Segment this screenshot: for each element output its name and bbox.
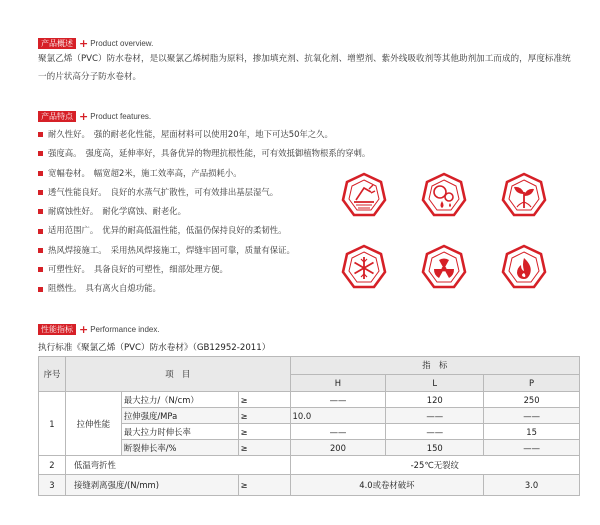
header-no: 序号 (39, 357, 66, 392)
row-item: 接缝剥离强度/(N/mm) (65, 475, 238, 496)
header-grade-p: P (484, 374, 580, 392)
header-index: 指 标 (290, 357, 579, 375)
cell-h: 10.0 (290, 408, 386, 424)
features-section-title (38, 111, 151, 122)
radiation-resistance-icon (420, 244, 468, 292)
row-item: 最大拉力时伸长率 (121, 424, 238, 440)
plus-icon: + (79, 110, 89, 123)
performance-table (38, 356, 580, 496)
root-resistance-icon (500, 172, 548, 220)
row-no: 2 (39, 456, 66, 475)
feature-name: 宽幅卷材。 (48, 167, 90, 178)
header-grade-l: L (386, 374, 484, 392)
feature-desc: 采用热风焊接施工，焊缝牢固可靠，质量有保证。 (110, 244, 295, 255)
feature-desc: 优异的耐高低温性能，低温仍保持良好的柔韧性。 (102, 225, 287, 236)
cell-l: —— (386, 408, 484, 424)
overview-paragraph: 聚氯乙烯（PVC）防水卷材，是以聚氯乙烯树脂为原料，掺加填充剂、抗氧化剂、增塑剂、紫外线吸收剂等其他助剂加工而成的，厚度标准统一的片状高分子防水卷材。 (38, 54, 571, 82)
bullet-icon (38, 151, 43, 156)
feature-item (38, 221, 418, 240)
row-cmp: ≥ (238, 392, 290, 408)
cell-p: 15 (484, 424, 580, 440)
table-row (39, 392, 580, 408)
feature-name: 阻燃性。 (48, 283, 82, 294)
cell-p: 3.0 (484, 475, 580, 496)
table-row (39, 456, 580, 475)
cell-l: 120 (386, 392, 484, 408)
row-item: 拉伸强度/MPa (121, 408, 238, 424)
bullet-icon (38, 248, 43, 253)
table-header-row (39, 357, 580, 375)
row-cmp: ≥ (238, 475, 290, 496)
feature-name: 热风焊接施工。 (48, 244, 107, 255)
row-group: 拉伸性能 (65, 392, 121, 456)
features-tag-en: Product features. (90, 112, 152, 121)
feature-desc: 耐化学腐蚀、耐老化。 (102, 206, 186, 217)
row-cmp: ≥ (238, 440, 290, 456)
bullet-icon (38, 267, 43, 272)
feature-item (38, 144, 418, 163)
feature-desc: 强的耐老化性能，屋面材料可以使用20年，地下可达50年之久。 (93, 129, 333, 139)
cell-merged: 4.0或卷材破坏 (290, 475, 484, 496)
standard-label: 执行标准《聚氯乙烯（PVC）防水卷材》（GB12952-2011） (38, 343, 271, 353)
feature-name: 透气性能良好。 (48, 186, 107, 197)
feature-desc: 具有离火自熄功能。 (85, 283, 161, 294)
low-temperature-icon (340, 244, 388, 292)
table-row (39, 475, 580, 496)
fire-retardant-icon (500, 244, 548, 292)
row-item: 断裂伸长率/% (121, 440, 238, 456)
performance-section-title (38, 324, 160, 335)
cell-h: 200 (290, 440, 386, 456)
performance-tag: 性能指标 (38, 324, 76, 335)
feature-item (38, 125, 418, 144)
cell-p: —— (484, 440, 580, 456)
bullet-icon (38, 287, 43, 292)
performance-tag-en: Performance index. (90, 325, 160, 334)
header-item: 项 目 (65, 357, 290, 392)
cell-l: —— (386, 424, 484, 440)
row-item: 最大拉力/（N/cm） (121, 392, 238, 408)
cell-h: —— (290, 424, 386, 440)
feature-name: 耐久性好。 (48, 129, 90, 139)
plus-icon: + (79, 37, 89, 50)
feature-name: 适用范围广。 (48, 225, 99, 236)
bullet-icon (38, 209, 43, 214)
cell-h: —— (290, 392, 386, 408)
row-item: 低温弯折性 (65, 456, 290, 475)
bullet-icon (38, 171, 43, 176)
overview-section-title (38, 38, 153, 49)
bullet-icon (38, 132, 43, 137)
cell-p: —— (484, 408, 580, 424)
feature-desc: 幅宽超2米，施工效率高，产品损耗小。 (93, 167, 242, 178)
header-grade-h: H (290, 374, 386, 392)
row-no: 3 (39, 475, 66, 496)
feature-desc: 强度高，延伸率好，具备优异的物理抗根性能，可有效抵御植物根系的穿刺。 (85, 148, 371, 159)
bullet-icon (38, 229, 43, 234)
feature-name: 耐腐蚀性好。 (48, 206, 99, 217)
cell-l: 150 (386, 440, 484, 456)
row-cmp: ≥ (238, 424, 290, 440)
chemical-resistance-icon (420, 172, 468, 220)
row-cmp: ≥ (238, 408, 290, 424)
bullet-icon (38, 190, 43, 195)
features-tag: 产品特点 (38, 111, 76, 122)
overview-tag-en: Product overview. (90, 39, 154, 48)
cell-p: 250 (484, 392, 580, 408)
feature-name: 可塑性好。 (48, 264, 90, 275)
overview-tag: 产品概述 (38, 38, 76, 49)
feature-desc: 良好的水蒸气扩散性，可有效排出基层湿气。 (110, 186, 279, 197)
uv-resistance-icon (340, 172, 388, 220)
feature-desc: 具备良好的可塑性，细部处理方便。 (93, 264, 228, 275)
row-no: 1 (39, 392, 66, 456)
cell-merged: -25℃无裂纹 (290, 456, 579, 475)
feature-name: 强度高。 (48, 148, 82, 159)
plus-icon: + (79, 323, 89, 336)
